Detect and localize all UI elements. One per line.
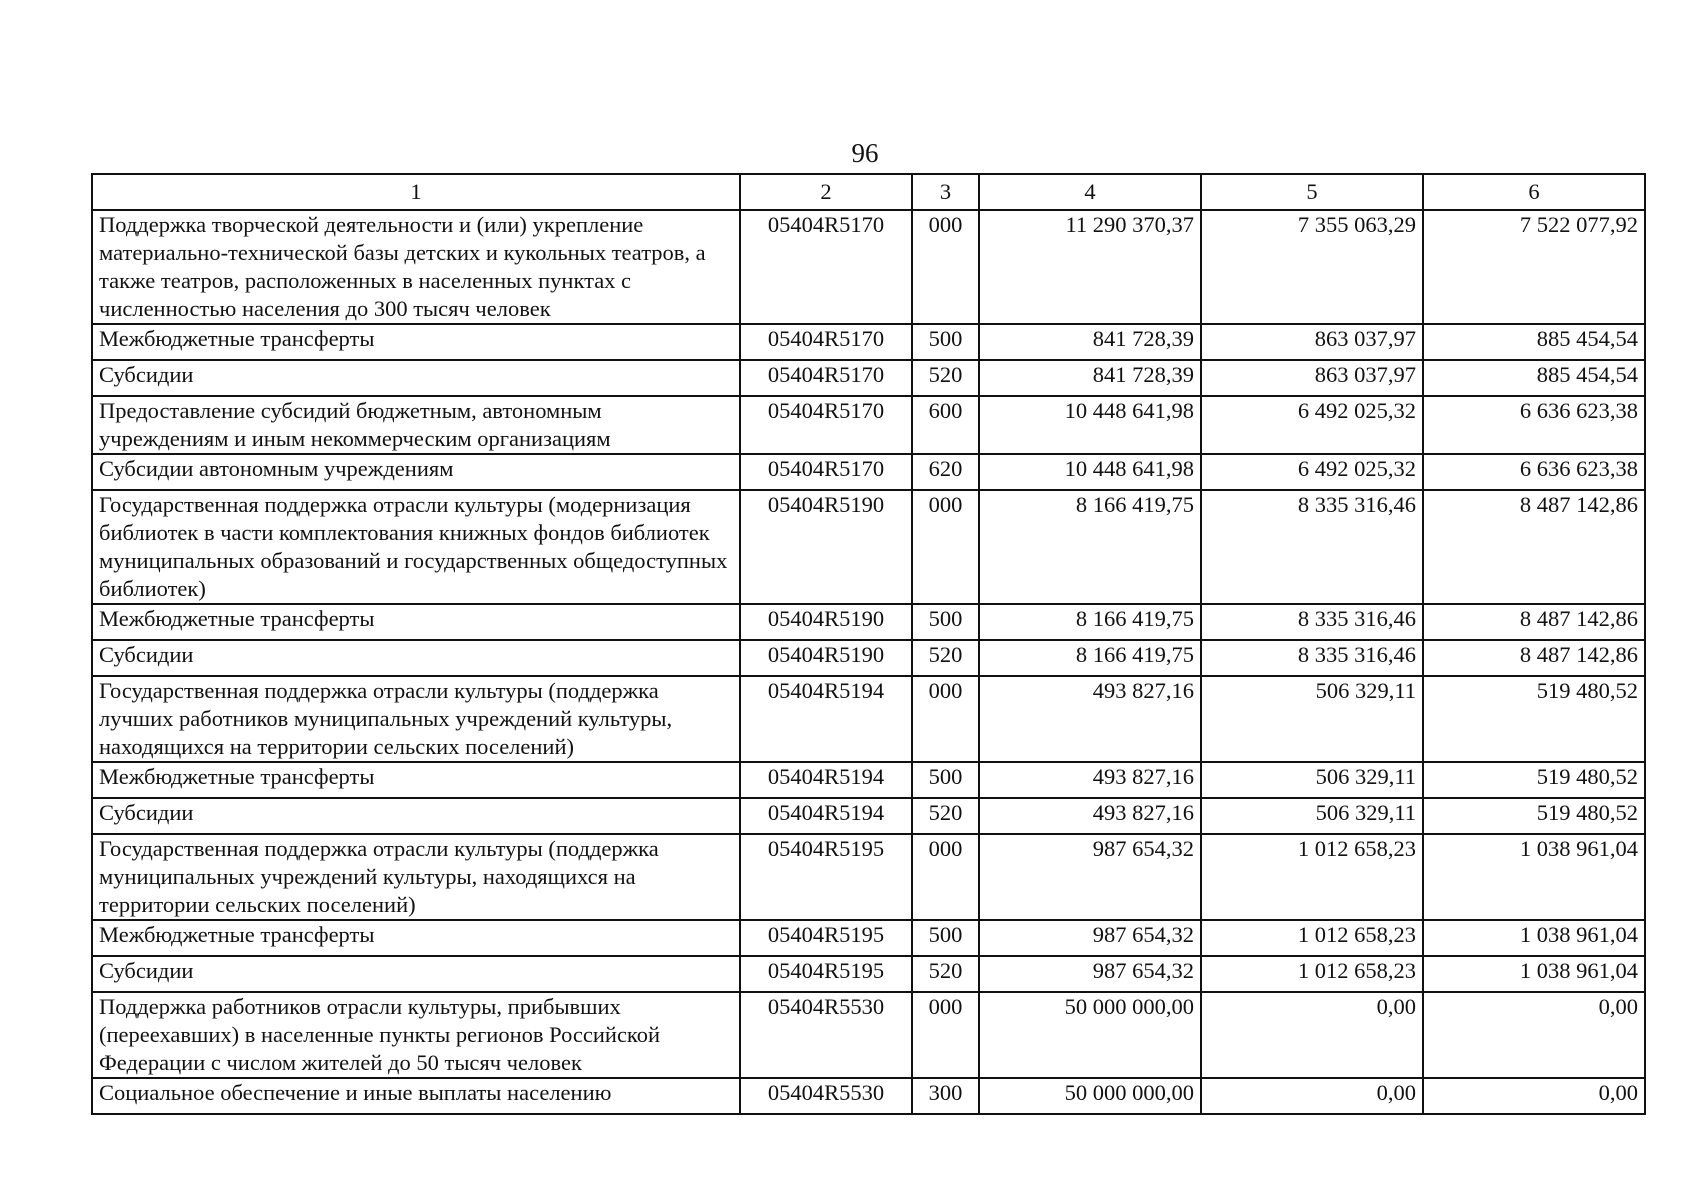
row-value-2: 506 329,11 <box>1201 676 1423 762</box>
row-value-3: 885 454,54 <box>1423 324 1645 360</box>
table-row <box>92 604 1645 640</box>
row-code: 05404R5190 <box>740 490 912 604</box>
row-value-2: 0,00 <box>1201 1078 1423 1114</box>
row-name: Субсидии автономным учреждениям <box>92 454 740 490</box>
row-name: Субсидии <box>92 360 740 396</box>
row-kind: 300 <box>912 1078 979 1114</box>
row-name: Поддержка творческой деятельности и (или) укрепление материально-технической базы детских и кукольных театров, а также театров, расположенных в населенных пунктах с численностью населения до 300 тысяч человек <box>92 210 740 324</box>
column-header: 1 <box>92 174 740 210</box>
table-row <box>92 324 1645 360</box>
header-row <box>92 174 1645 210</box>
row-code: 05404R5170 <box>740 210 912 324</box>
row-value-1: 987 654,32 <box>979 956 1201 992</box>
row-value-1: 493 827,16 <box>979 762 1201 798</box>
row-value-1: 8 166 419,75 <box>979 640 1201 676</box>
row-kind: 520 <box>912 360 979 396</box>
row-value-2: 7 355 063,29 <box>1201 210 1423 324</box>
table-row <box>92 1078 1645 1114</box>
column-header: 4 <box>979 174 1201 210</box>
table-row <box>92 396 1645 454</box>
row-value-1: 10 448 641,98 <box>979 396 1201 454</box>
row-value-2: 1 012 658,23 <box>1201 834 1423 920</box>
row-value-1: 8 166 419,75 <box>979 490 1201 604</box>
row-value-3: 0,00 <box>1423 1078 1645 1114</box>
row-code: 05404R5170 <box>740 324 912 360</box>
row-kind: 500 <box>912 920 979 956</box>
row-code: 05404R5194 <box>740 798 912 834</box>
row-value-1: 987 654,32 <box>979 920 1201 956</box>
row-code: 05404R5530 <box>740 1078 912 1114</box>
row-kind: 600 <box>912 396 979 454</box>
column-header: 5 <box>1201 174 1423 210</box>
table-row <box>92 490 1645 604</box>
row-name: Субсидии <box>92 640 740 676</box>
row-name: Межбюджетные трансферты <box>92 762 740 798</box>
row-value-3: 6 636 623,38 <box>1423 454 1645 490</box>
table-row <box>92 992 1645 1078</box>
row-value-3: 8 487 142,86 <box>1423 604 1645 640</box>
row-value-1: 50 000 000,00 <box>979 1078 1201 1114</box>
row-value-2: 863 037,97 <box>1201 360 1423 396</box>
row-value-3: 885 454,54 <box>1423 360 1645 396</box>
column-header: 2 <box>740 174 912 210</box>
table-row <box>92 956 1645 992</box>
row-value-1: 493 827,16 <box>979 676 1201 762</box>
row-value-3: 6 636 623,38 <box>1423 396 1645 454</box>
row-value-2: 1 012 658,23 <box>1201 956 1423 992</box>
row-name: Межбюджетные трансферты <box>92 604 740 640</box>
row-value-3: 519 480,52 <box>1423 762 1645 798</box>
table-row <box>92 454 1645 490</box>
table-row <box>92 834 1645 920</box>
row-value-1: 493 827,16 <box>979 798 1201 834</box>
table-row <box>92 210 1645 324</box>
row-value-1: 841 728,39 <box>979 324 1201 360</box>
row-name: Социальное обеспечение и иные выплаты населению <box>92 1078 740 1114</box>
table-row <box>92 762 1645 798</box>
row-value-1: 841 728,39 <box>979 360 1201 396</box>
row-name: Государственная поддержка отрасли культуры (поддержка лучших работников муниципальных учреждений культуры, находящихся на территории сельских поселений) <box>92 676 740 762</box>
row-name: Межбюджетные трансферты <box>92 920 740 956</box>
row-code: 05404R5190 <box>740 640 912 676</box>
row-name: Государственная поддержка отрасли культуры (модернизация библиотек в части комплектования книжных фондов библиотек муниципальных образований и государственных общедоступных библиотек) <box>92 490 740 604</box>
row-kind: 520 <box>912 956 979 992</box>
row-code: 05404R5195 <box>740 834 912 920</box>
row-code: 05404R5194 <box>740 762 912 798</box>
page-number: 96 <box>851 138 879 168</box>
row-value-3: 1 038 961,04 <box>1423 920 1645 956</box>
table-row <box>92 676 1645 762</box>
row-name: Межбюджетные трансферты <box>92 324 740 360</box>
row-kind: 620 <box>912 454 979 490</box>
row-value-2: 8 335 316,46 <box>1201 604 1423 640</box>
row-value-2: 1 012 658,23 <box>1201 920 1423 956</box>
row-value-2: 863 037,97 <box>1201 324 1423 360</box>
row-value-3: 7 522 077,92 <box>1423 210 1645 324</box>
table-row <box>92 920 1645 956</box>
row-value-1: 987 654,32 <box>979 834 1201 920</box>
row-kind: 500 <box>912 324 979 360</box>
row-code: 05404R5195 <box>740 956 912 992</box>
row-name: Предоставление субсидий бюджетным, автономным учреждениям и иным некоммерческим организациям <box>92 396 740 454</box>
row-name: Государственная поддержка отрасли культуры (поддержка муниципальных учреждений культуры, находящихся на территории сельских поселений) <box>92 834 740 920</box>
row-kind: 500 <box>912 762 979 798</box>
row-value-1: 50 000 000,00 <box>979 992 1201 1078</box>
row-value-2: 6 492 025,32 <box>1201 396 1423 454</box>
row-value-1: 11 290 370,37 <box>979 210 1201 324</box>
table-row <box>92 360 1645 396</box>
column-header: 3 <box>912 174 979 210</box>
row-value-2: 6 492 025,32 <box>1201 454 1423 490</box>
row-value-1: 8 166 419,75 <box>979 604 1201 640</box>
row-value-3: 519 480,52 <box>1423 798 1645 834</box>
row-value-2: 506 329,11 <box>1201 762 1423 798</box>
row-code: 05404R5194 <box>740 676 912 762</box>
row-kind: 520 <box>912 640 979 676</box>
row-value-2: 506 329,11 <box>1201 798 1423 834</box>
row-kind: 000 <box>912 490 979 604</box>
row-value-2: 8 335 316,46 <box>1201 490 1423 604</box>
row-kind: 000 <box>912 834 979 920</box>
row-value-3: 1 038 961,04 <box>1423 834 1645 920</box>
row-name: Субсидии <box>92 956 740 992</box>
row-name: Поддержка работников отрасли культуры, прибывших (переехавших) в населенные пункты регионов Российской Федерации с числом жителей до 50 тысяч человек <box>92 992 740 1078</box>
row-name: Субсидии <box>92 798 740 834</box>
row-value-3: 519 480,52 <box>1423 676 1645 762</box>
row-kind: 000 <box>912 676 979 762</box>
row-value-1: 10 448 641,98 <box>979 454 1201 490</box>
row-kind: 000 <box>912 992 979 1078</box>
budget-table <box>91 173 1646 1115</box>
row-kind: 500 <box>912 604 979 640</box>
row-code: 05404R5170 <box>740 396 912 454</box>
row-code: 05404R5170 <box>740 454 912 490</box>
column-header: 6 <box>1423 174 1645 210</box>
row-kind: 000 <box>912 210 979 324</box>
row-value-2: 8 335 316,46 <box>1201 640 1423 676</box>
row-value-2: 0,00 <box>1201 992 1423 1078</box>
table-row <box>92 798 1645 834</box>
row-code: 05404R5530 <box>740 992 912 1078</box>
row-code: 05404R5190 <box>740 604 912 640</box>
row-value-3: 0,00 <box>1423 992 1645 1078</box>
row-code: 05404R5195 <box>740 920 912 956</box>
row-value-3: 8 487 142,86 <box>1423 490 1645 604</box>
row-kind: 520 <box>912 798 979 834</box>
row-value-3: 8 487 142,86 <box>1423 640 1645 676</box>
row-value-3: 1 038 961,04 <box>1423 956 1645 992</box>
row-code: 05404R5170 <box>740 360 912 396</box>
table-row <box>92 640 1645 676</box>
